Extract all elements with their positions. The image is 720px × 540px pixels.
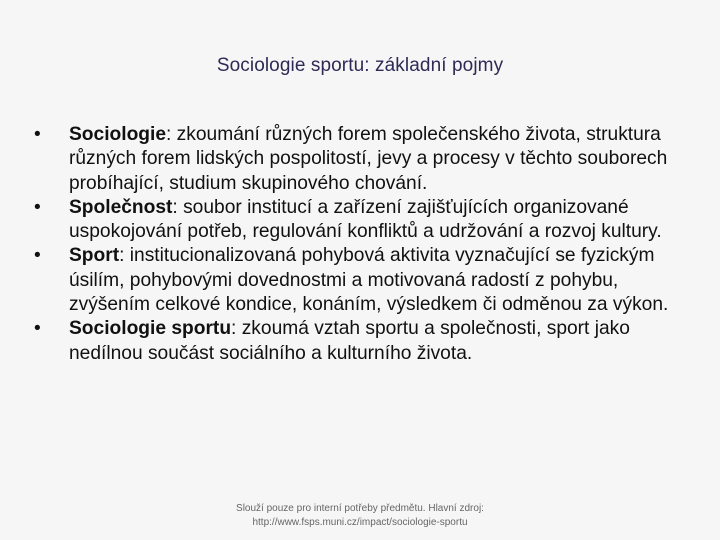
bullet-item-spolecnost: [34, 196, 694, 245]
definition-sociologie: : zkoumání různých forem společenského života, struktura různých forem lidských pospolitostí, jevy a procesy v těchto souborech probíhající, studium skupinového chování.: [69, 124, 668, 194]
term-sport: Sport: [69, 245, 120, 267]
bullet-marker: •: [34, 245, 41, 267]
definition-sociologie-sportu: : zkoumá vztah sportu a společnosti, sport jako nedílnou součást sociálního a kulturního života.: [69, 318, 630, 364]
bullet-item-sociologie: [34, 123, 694, 196]
definition-spolecnost: : soubor institucí a zařízení zajišťujících organizované uspokojování potřeb, regulování konfliktů a udržování a rozvoj kultury.: [69, 196, 662, 243]
bullet-item-sport: [34, 244, 694, 317]
footer-line-1: Slouží pouze pro interní potřeby předmětu. Hlavní zdroj:: [236, 503, 484, 514]
term-sociologie-sportu: Sociologie sportu: [69, 318, 232, 340]
definition-sport: : institucionalizovaná pohybová aktivita vyznačující se fyzickým úsilím, pohybovými dovednostmi a motivovaná radostí z pohybu, zvýšením celkové kondice, konáním, výsledkem či odměnou za výkon.: [69, 245, 669, 316]
bullet-list: [34, 123, 694, 366]
slide-title: Sociologie sportu: základní pojmy: [216, 55, 504, 76]
bullet-marker: •: [34, 196, 41, 218]
bullet-item-sociologie-sportu: [34, 317, 694, 366]
term-sociologie: Sociologie: [69, 124, 167, 145]
bullet-marker: •: [34, 124, 41, 145]
footer-note: [0, 502, 720, 530]
footer-source-link[interactable]: http://www.fsps.muni.cz/impact/sociologie-sportu: [252, 517, 468, 528]
bullet-marker: •: [34, 318, 41, 340]
term-spolecnost: Společnost: [69, 196, 173, 218]
